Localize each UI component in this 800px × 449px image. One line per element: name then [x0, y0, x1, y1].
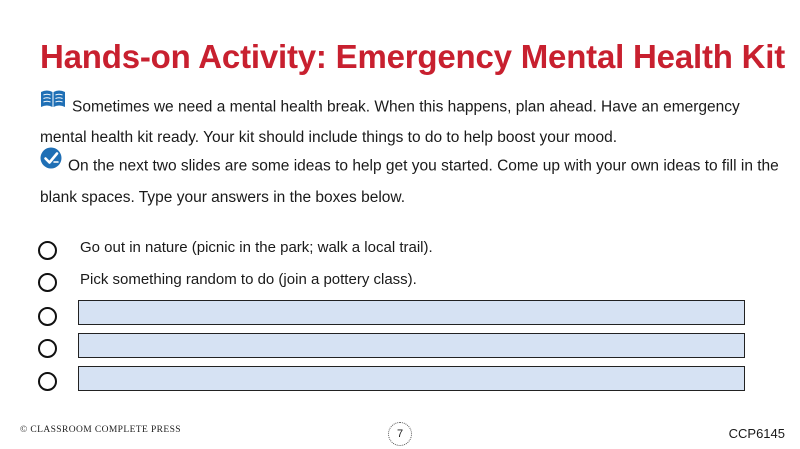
- page-title: Hands-on Activity: Emergency Mental Health Kit: [40, 38, 786, 75]
- answer-item: [38, 367, 57, 395]
- example-text: Pick something random to do (join a pottery class).: [80, 271, 417, 288]
- product-code: CCP6145: [728, 426, 785, 441]
- publisher-logo: © CLASSROOM COMPLETE PRESS: [20, 425, 181, 435]
- radio-circle[interactable]: [38, 372, 57, 391]
- radio-circle[interactable]: [38, 307, 57, 326]
- example-item: [38, 236, 433, 264]
- intro-paragraph: [40, 92, 780, 153]
- checkmark-badge-icon: [40, 147, 62, 180]
- radio-circle[interactable]: [38, 339, 57, 358]
- example-item: [38, 268, 417, 296]
- answer-item: [38, 334, 57, 362]
- answer-box[interactable]: [78, 333, 745, 358]
- answer-box[interactable]: [78, 366, 745, 391]
- example-text: Go out in nature (picnic in the park; walk a local trail).: [80, 239, 433, 256]
- book-icon: [40, 89, 66, 120]
- instructions-paragraph: [40, 150, 780, 213]
- page-number: 7: [388, 422, 412, 446]
- radio-circle[interactable]: [38, 273, 57, 292]
- radio-circle[interactable]: [38, 241, 57, 260]
- instructions-text: On the next two slides are some ideas to help get you started. Come up with your own ideas to fill in the blank spaces. Type your answers in the boxes below.: [40, 157, 779, 206]
- answer-box[interactable]: [78, 300, 745, 325]
- intro-text: Sometimes we need a mental health break. When this happens, plan ahead. Have an emergency mental health kit ready. Your kit should include things to do to help boost your mood.: [40, 98, 740, 146]
- answer-item: [38, 302, 57, 330]
